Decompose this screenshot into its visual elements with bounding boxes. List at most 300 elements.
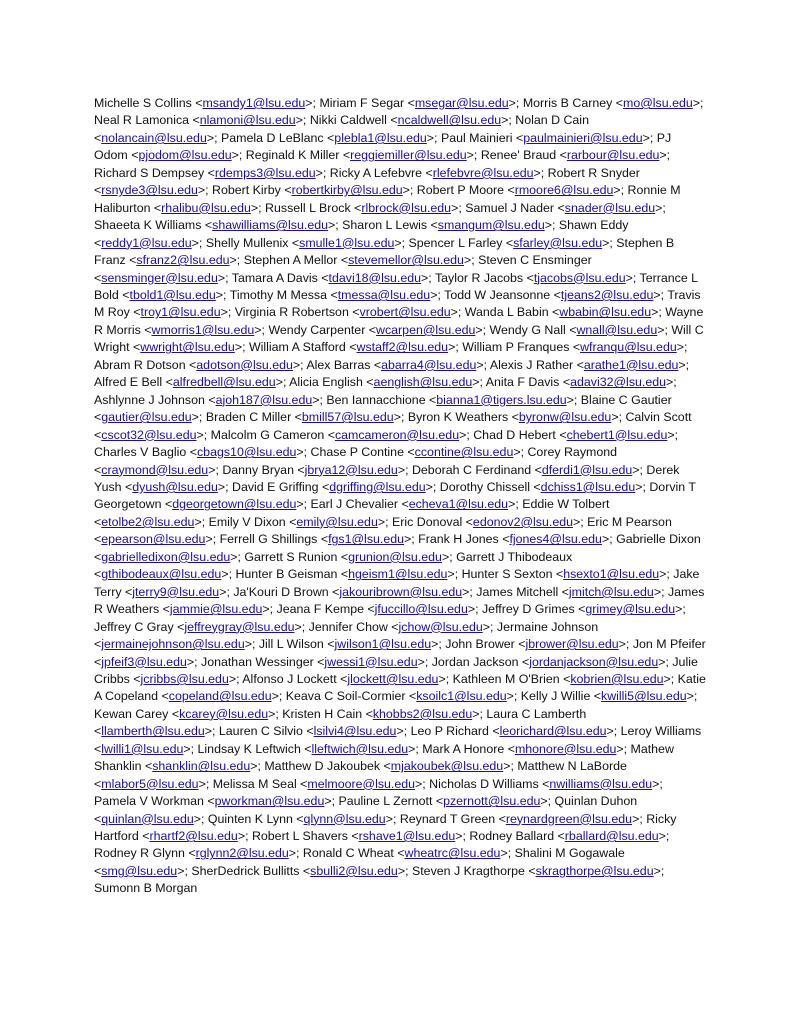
recipient-name: Jeana F Kempe — [276, 602, 364, 617]
recipient-entry: Abram R Dotson <adotson@lsu.edu>; — [94, 357, 307, 372]
recipient-email-link[interactable]: jwilson1@lsu.edu — [334, 637, 432, 652]
recipient-name: Shalini M Gogawale — [514, 846, 625, 861]
recipient-name: Nicholas D Williams — [429, 776, 539, 791]
recipient-entry: Calvin Scott <cscot32@lsu.edu>; — [94, 410, 692, 442]
recipient-name: Wendy G Nall — [489, 322, 566, 337]
recipient-entry: Gabrielle Dixon <gabrielledixon@lsu.edu>; — [94, 532, 701, 564]
recipient-name: Eric Donoval — [391, 514, 463, 529]
recipient-email-link[interactable]: jpfeif3@lsu.edu — [101, 654, 187, 669]
recipient-entry: David E Griffing <dgriffing@lsu.edu>; — [232, 479, 440, 494]
recipient-entry: Wendy Carpenter <wcarpen@lsu.edu>; — [268, 322, 490, 337]
recipient-entry: Tamara A Davis <tdavi18@lsu.edu>; — [231, 270, 435, 285]
recipient-entry: Ashlynne J Johnson <ajoh187@lsu.edu>; — [94, 392, 327, 407]
recipient-name: Eddie W Tolbert — [522, 497, 610, 512]
recipient-email-link[interactable]: jammie@lsu.edu — [169, 602, 263, 617]
recipient-email-link[interactable]: camcameron@lsu.edu — [334, 427, 460, 442]
recipient-email-link[interactable]: stevemellor@lsu.edu — [348, 253, 464, 268]
recipient-email-link[interactable]: echeva1@lsu.edu — [408, 497, 509, 512]
recipient-email-link[interactable]: grunion@lsu.edu — [348, 549, 442, 564]
recipient-name: Renee' Braud — [480, 148, 557, 163]
recipient-email-link[interactable]: nlamoni@lsu.edu — [199, 113, 296, 128]
recipient-email-link[interactable]: msegar@lsu.edu — [414, 96, 509, 110]
recipient-entry: Mark A Honore <mhonore@lsu.edu>; — [422, 741, 631, 756]
recipient-entry: Garrett J Thibodeaux <gthibodeaux@lsu.edu>; — [94, 549, 573, 582]
recipient-email-link[interactable]: skragthorpe@lsu.edu — [535, 863, 654, 878]
recipient-entry — [94, 881, 197, 895]
recipient-name: Rodney R Glynn — [94, 846, 185, 861]
recipient-email-link[interactable]: kcarey@lsu.edu — [179, 706, 269, 721]
recipient-email-link[interactable]: jcribbs@lsu.edu — [140, 671, 229, 686]
recipient-name: Shawn Eddy — [558, 218, 629, 233]
recipient-email-link[interactable]: tjeans2@lsu.edu — [560, 287, 654, 302]
recipient-email-link[interactable]: ajoh187@lsu.edu — [215, 392, 313, 407]
recipient-email-link[interactable]: jmitch@lsu.edu — [568, 584, 654, 599]
recipient-entry: Wanda L Babin <wbabin@lsu.edu>; — [464, 305, 666, 320]
recipient-entry: Keava C Soil-Cormier <ksoilc1@lsu.edu>; — [285, 689, 521, 704]
recipient-email-link[interactable]: cscot32@lsu.edu — [101, 427, 197, 442]
recipient-email-link[interactable]: hsexto1@lsu.edu — [563, 567, 660, 582]
recipient-email-link[interactable]: ccontine@lsu.edu — [414, 445, 514, 460]
recipient-email-link[interactable]: tjacobs@lsu.edu — [533, 270, 626, 285]
recipient-email-link[interactable]: quinlan@lsu.edu — [101, 811, 194, 826]
recipient-name: Taylor R Jacobs — [434, 270, 524, 285]
recipient-entry: Ricky A Lefebvre <rlefebvre@lsu.edu>; — [329, 165, 548, 180]
recipient-name: Sharon L Lewis — [342, 218, 428, 233]
recipient-entry: Pamela D LeBlanc <plebla1@lsu.edu>; — [220, 130, 441, 145]
recipient-email-link[interactable]: reynardgreen@lsu.edu — [505, 811, 633, 826]
recipient-email-link[interactable]: plebla1@lsu.edu — [334, 130, 427, 145]
recipient-email-link[interactable]: dgriffing@lsu.edu — [329, 479, 426, 494]
recipient-email-link[interactable]: lwilli1@lsu.edu — [101, 741, 184, 756]
recipient-email-link[interactable]: etolbe2@lsu.edu — [101, 514, 195, 529]
recipient-name: Corey Raymond — [527, 445, 618, 460]
recipient-entry: Taylor R Jacobs <tjacobs@lsu.edu>; — [434, 270, 640, 285]
recipient-entry: Shelly Mullenix <smulle1@lsu.edu>; — [205, 235, 409, 250]
recipient-entry: Wendy G Nall <wnall@lsu.edu>; — [489, 322, 672, 337]
recipient-name: James R Weathers — [94, 584, 705, 617]
recipient-entry: Ronnie M Haliburton <rhalibu@lsu.edu>; — [94, 183, 681, 215]
recipient-entry: Quinlan Duhon <quinlan@lsu.edu>; — [94, 794, 638, 826]
recipient-name: Katie A Copeland — [94, 671, 706, 704]
recipient-entry: Steven C Ensminger <sensminger@lsu.edu>; — [94, 253, 592, 285]
recipient-name: Richard S Dempsey — [94, 165, 205, 180]
recipient-email-link[interactable]: adotson@lsu.edu — [196, 357, 293, 372]
recipient-name: Russell L Brock — [265, 200, 351, 215]
recipient-email-link[interactable]: sensminger@lsu.edu — [101, 270, 218, 285]
recipient-email-link[interactable]: mjakoubek@lsu.edu — [390, 759, 504, 774]
recipient-email-link[interactable]: wmorris1@lsu.edu — [151, 322, 255, 337]
recipient-email-link[interactable]: robertkirby@lsu.edu — [291, 183, 403, 198]
recipient-entry: Travis M Roy <troy1@lsu.edu>; — [94, 287, 701, 320]
recipient-email-link[interactable]: pjodom@lsu.edu — [138, 148, 232, 163]
recipient-email-link[interactable]: epearson@lsu.edu — [101, 532, 206, 547]
recipient-name: William A Stafford — [248, 340, 346, 355]
recipient-entry: Todd W Jeansonne <tjeans2@lsu.edu>; — [444, 287, 668, 302]
recipient-email-link[interactable]: ncaldwell@lsu.edu — [397, 113, 502, 128]
recipient-email-link[interactable]: jbrya12@lsu.edu — [304, 462, 398, 477]
recipient-entry: Richard S Dempsey <rdemps3@lsu.edu>; — [94, 165, 330, 180]
recipient-email-link[interactable]: rsnyde3@lsu.edu — [101, 183, 198, 198]
recipient-name: Ben Iannacchione — [326, 392, 426, 407]
recipient-name: Ronald C Wheat — [302, 846, 394, 861]
recipient-name: Will C Wright — [94, 322, 704, 355]
recipient-name: Terrance L Bold — [94, 270, 698, 302]
recipient-name: Tamara A Davis — [231, 270, 318, 285]
recipient-email-link[interactable]: dyush@lsu.edu — [132, 479, 218, 494]
recipient-email-link[interactable]: mlabor5@lsu.edu — [101, 776, 199, 791]
recipient-email-link[interactable]: qlynn@lsu.edu — [303, 811, 386, 826]
recipient-email-link[interactable]: melmoore@lsu.edu — [307, 776, 416, 791]
recipient-name: Hunter B Geisman — [235, 567, 338, 582]
recipient-email-link[interactable]: tmessa@lsu.edu — [337, 287, 431, 302]
recipient-name: Alfonso J Lockett — [242, 671, 337, 686]
recipient-email-link[interactable]: smulle1@lsu.edu — [299, 235, 395, 250]
recipient-entry: James Mitchell <jmitch@lsu.edu>; — [476, 584, 668, 599]
recipient-entry: Rodney R Glynn <rglynn2@lsu.edu>; — [94, 846, 303, 861]
recipient-name: PJ Odom — [94, 130, 672, 163]
recipient-entry: Kelly J Willie <kwilli5@lsu.edu>; — [520, 689, 698, 704]
recipient-email-link[interactable]: khobbs2@lsu.edu — [372, 706, 473, 721]
recipient-email-link[interactable]: jakouribrown@lsu.edu — [339, 584, 463, 599]
recipient-email-link[interactable]: rarbour@lsu.edu — [566, 148, 660, 163]
recipient-name: David E Griffing — [232, 479, 319, 494]
recipient-entry: Samuel J Nader <snader@lsu.edu>; — [465, 200, 666, 215]
recipient-entry: Neal R Lamonica <nlamoni@lsu.edu>; — [94, 113, 310, 128]
recipient-name: Braden C Miller — [205, 410, 292, 425]
recipient-name: Steven C Ensminger — [478, 253, 592, 268]
recipient-entry: Alex Barras <abarra4@lsu.edu>; — [306, 357, 490, 372]
recipient-name: Keava C Soil-Cormier — [285, 689, 406, 704]
recipient-entry: Shawn Eddy <reddy1@lsu.edu>; — [94, 218, 629, 250]
recipient-name: Pamela V Workman — [94, 794, 204, 809]
recipient-name: Quinlan Duhon — [554, 794, 638, 809]
recipient-entry: Derek Yush <dyush@lsu.edu>; — [94, 462, 680, 494]
recipient-entry: Alicia English <aenglish@lsu.edu>; — [289, 375, 486, 390]
recipient-entry: Frank H Jones <fjones4@lsu.edu>; — [418, 532, 617, 547]
recipient-email-link[interactable]: craymond@lsu.edu — [101, 462, 209, 477]
recipient-email-link[interactable]: wwright@lsu.edu — [140, 340, 235, 355]
recipient-name: Kathleen M O'Brien — [452, 671, 560, 686]
recipient-entry: Corey Raymond <craymond@lsu.edu>; — [94, 445, 618, 477]
recipient-email-link[interactable]: llamberth@lsu.edu — [101, 724, 205, 739]
recipient-email-link[interactable]: jordanjackson@lsu.edu — [529, 654, 659, 669]
recipient-email-link[interactable]: rglynn2@lsu.edu — [195, 846, 289, 861]
recipient-name: Stephen A Mellor — [243, 253, 338, 268]
recipient-email-link[interactable]: sbulli2@lsu.edu — [310, 863, 398, 878]
recipient-name: Chad D Hebert — [473, 427, 556, 442]
recipient-email-link[interactable]: sfarley@lsu.edu — [513, 235, 603, 250]
recipient-name: Robert P Moore — [416, 183, 505, 198]
recipient-name: Jon M Pfeifer — [632, 637, 706, 652]
recipient-email-link[interactable]: msandy1@lsu.edu — [202, 96, 306, 110]
recipient-entry: Deborah C Ferdinand <dferdi1@lsu.edu>; — [411, 462, 647, 477]
recipient-entry: Charles V Baglio <cbags10@lsu.edu>; — [94, 445, 311, 460]
recipient-entry: Quinten K Lynn <qlynn@lsu.edu>; — [207, 811, 400, 826]
recipient-email-link[interactable]: jchow@lsu.edu — [398, 619, 483, 634]
recipient-name: Nolan D Cain — [515, 113, 589, 128]
recipient-entry: Alexis J Rather <arathe1@lsu.edu>; — [489, 357, 690, 372]
recipient-entry: Leo P Richard <leorichard@lsu.edu>; — [410, 724, 621, 739]
recipient-entry: Matthew D Jakoubek <mjakoubek@lsu.edu>; — [264, 759, 518, 774]
recipient-email-link[interactable]: smangum@lsu.edu — [437, 218, 545, 233]
recipient-email-link[interactable]: shanklin@lsu.edu — [152, 759, 251, 774]
recipient-email-link[interactable]: rmoore6@lsu.edu — [514, 183, 614, 198]
recipient-entry: Hunter S Sexton <hsexto1@lsu.edu>; — [461, 567, 674, 582]
recipient-email-link[interactable]: rballard@lsu.edu — [564, 829, 659, 844]
recipient-name: Frank H Jones — [418, 532, 499, 547]
recipient-name: Quinten K Lynn — [207, 811, 293, 826]
recipient-name: Samuel J Nader — [465, 200, 555, 215]
recipient-entry: Spencer L Farley <sfarley@lsu.edu>; — [408, 235, 617, 250]
recipient-entry: Morris B Carney <mo@lsu.edu>; — [522, 96, 704, 110]
recipient-entry: Laura C Lamberth <llamberth@lsu.edu>; — [94, 706, 587, 739]
recipient-name: Matthew D Jakoubek — [264, 759, 381, 774]
recipient-entry: Nicholas D Williams <nwilliams@lsu.edu>; — [429, 776, 663, 791]
recipient-entry: Blaine C Gautier <gautier@lsu.edu>; — [94, 392, 672, 425]
recipient-entry: Jill L Wilson <jwilson1@lsu.edu>; — [258, 637, 446, 652]
recipient-name: Julie Cribbs — [94, 654, 698, 686]
recipient-email-link[interactable]: wfranqu@lsu.edu — [580, 340, 677, 355]
recipient-email-link[interactable]: rdemps3@lsu.edu — [214, 165, 316, 180]
recipient-name: Ricky A Lefebvre — [329, 165, 423, 180]
recipient-name: John Brower — [445, 637, 515, 652]
recipient-name: Neal R Lamonica — [94, 113, 190, 128]
recipient-email-link[interactable]: fgs1@lsu.edu — [328, 532, 405, 547]
recipient-entry: Jake Terry <jterry9@lsu.edu>; — [94, 567, 700, 599]
recipient-entry: Ben Iannacchione <bianna1@tigers.lsu.edu>; — [326, 392, 581, 407]
recipient-name: Jennifer Chow — [308, 619, 388, 634]
recipient-name: Sumonn B Morgan — [94, 881, 198, 896]
recipient-entry: Steven J Kragthorpe <skragthorpe@lsu.edu>; — [411, 863, 665, 878]
recipient-email-link[interactable]: gautier@lsu.edu — [101, 410, 192, 425]
recipient-entry: Braden C Miller <bmill57@lsu.edu>; — [205, 410, 408, 425]
recipient-name: Pauline L Zernott — [338, 794, 433, 809]
recipient-email-link[interactable]: sfranz2@lsu.edu — [136, 253, 230, 268]
recipient-entry: William P Franques <wfranqu@lsu.edu>; — [462, 340, 688, 355]
recipient-name: Michelle S Collins — [94, 96, 192, 110]
recipient-name: Ashlynne J Johnson — [94, 392, 205, 407]
recipient-email-link[interactable]: jeffreygray@lsu.edu — [184, 619, 295, 634]
recipient-name: Robert Kirby — [212, 183, 281, 198]
recipient-entry: Ricky Hartford <rhartf2@lsu.edu>; — [94, 811, 677, 844]
recipient-email-link[interactable]: bianna1@tigers.lsu.edu — [436, 392, 567, 407]
recipient-entry: Timothy M Messa <tmessa@lsu.edu>; — [229, 287, 445, 302]
recipient-email-link[interactable]: rhartf2@lsu.edu — [149, 829, 238, 844]
recipient-name: Charles V Baglio — [94, 445, 187, 460]
recipient-name: Mark A Honore — [422, 741, 505, 756]
recipient-name: Malcolm G Cameron — [210, 427, 325, 442]
recipient-name: Leo P Richard — [410, 724, 489, 739]
recipient-name: Abram R Dotson — [94, 357, 186, 372]
recipient-name: Leroy Williams — [620, 724, 702, 739]
recipient-entry: Reynard T Green <reynardgreen@lsu.edu>; — [399, 811, 647, 826]
recipient-name: Byron K Weathers — [407, 410, 509, 425]
recipient-entry: Ja'Kouri D Brown <jakouribrown@lsu.edu>; — [233, 584, 477, 599]
recipient-email-link[interactable]: jlockett@lsu.edu — [347, 671, 439, 686]
recipient-name: Steven J Kragthorpe — [411, 863, 525, 878]
recipient-entry: William A Stafford <wstaff2@lsu.edu>; — [248, 340, 463, 355]
recipient-email-link[interactable]: rhalibu@lsu.edu — [161, 200, 251, 215]
recipient-entry: Chad D Hebert <chebert1@lsu.edu>; — [473, 427, 679, 442]
recipient-entry: Danny Bryan <jbrya12@lsu.edu>; — [222, 462, 412, 477]
recipient-email-link[interactable]: mo@lsu.edu — [623, 96, 693, 110]
recipient-entry: Robert R Snyder <rsnyde3@lsu.edu>; — [94, 165, 640, 198]
recipient-entry: Robert Kirby <robertkirby@lsu.edu>; — [212, 183, 417, 198]
recipient-entry: Kristen H Cain <khobbs2@lsu.edu>; — [282, 706, 487, 721]
recipient-entry: Kathleen M O'Brien <kobrien@lsu.edu>; — [452, 671, 678, 686]
recipient-name: Mathew Shanklin — [94, 741, 674, 774]
recipient-email-link[interactable]: nwilliams@lsu.edu — [549, 776, 653, 791]
recipient-email-link[interactable]: abarra4@lsu.edu — [381, 357, 477, 372]
recipient-entry: Lauren C Silvio <lsilvi4@lsu.edu>; — [218, 724, 411, 739]
recipient-email-link[interactable]: jfuccillo@lsu.edu — [374, 602, 468, 617]
recipient-email-link[interactable]: dferdi1@lsu.edu — [541, 462, 633, 477]
recipient-email-link[interactable]: hgeism1@lsu.edu — [348, 567, 448, 582]
recipient-entry: Alfonso J Lockett <jlockett@lsu.edu>; — [242, 671, 453, 686]
recipient-entry: Sharon L Lewis <smangum@lsu.edu>; — [342, 218, 559, 233]
recipient-email-link[interactable]: paulmainieri@lsu.edu — [523, 130, 643, 145]
recipient-email-link[interactable]: grimey@lsu.edu — [585, 602, 676, 617]
recipient-entry: Will C Wright <wwright@lsu.edu>; — [94, 322, 704, 355]
recipient-email-link[interactable]: ksoilc1@lsu.edu — [416, 689, 507, 704]
recipient-entry: PJ Odom <pjodom@lsu.edu>; — [94, 130, 672, 163]
recipient-name: Hunter S Sexton — [461, 567, 553, 582]
recipient-email-link[interactable]: wcarpen@lsu.edu — [376, 322, 476, 337]
recipient-name: Jake Terry — [94, 567, 700, 599]
recipient-email-link[interactable]: jermainejohnson@lsu.edu — [101, 637, 245, 652]
recipient-email-link[interactable]: shawilliams@lsu.edu — [212, 218, 329, 233]
recipient-entry: Stephen B Franz <sfranz2@lsu.edu>; — [94, 235, 675, 268]
recipient-entry: Anita F Davis <adavi32@lsu.edu>; — [485, 375, 677, 390]
recipient-email-link[interactable]: arathe1@lsu.edu — [583, 357, 679, 372]
recipient-email-link[interactable]: dchiss1@lsu.edu — [540, 479, 636, 494]
recipient-name: Calvin Scott — [625, 410, 692, 425]
recipient-entry: Leroy Williams <lwilli1@lsu.edu>; — [94, 724, 702, 756]
recipient-email-link[interactable]: wbabin@lsu.edu — [559, 305, 652, 320]
recipient-entry: Jeana F Kempe <jfuccillo@lsu.edu>; — [276, 602, 482, 617]
recipient-entry: Ferrell G Shillings <fgs1@lsu.edu>; — [219, 532, 419, 547]
recipient-email-link[interactable]: edonov2@lsu.edu — [472, 514, 573, 529]
recipient-name: Ja'Kouri D Brown — [233, 584, 329, 599]
recipient-entry: SherDedrick Bullitts <sbulli2@lsu.edu>; — [191, 863, 412, 878]
recipient-entry: Chase P Contine <ccontine@lsu.edu>; — [310, 445, 528, 460]
recipient-entry: Eddie W Tolbert <etolbe2@lsu.edu>; — [94, 497, 610, 529]
recipient-email-link[interactable]: rlefebvre@lsu.edu — [432, 165, 534, 180]
recipient-entry: Jeffrey D Grimes <grimey@lsu.edu>; — [481, 602, 686, 617]
recipient-email-link[interactable]: rlbrock@lsu.edu — [361, 200, 452, 215]
recipient-email-link[interactable]: leorichard@lsu.edu — [499, 724, 607, 739]
recipient-email-link[interactable]: tdavi18@lsu.edu — [328, 270, 422, 285]
recipient-name: Wendy Carpenter — [268, 322, 366, 337]
recipient-entry: Wayne R Morris <wmorris1@lsu.edu>; — [94, 305, 704, 337]
recipient-name: Virginia R Robertson — [234, 305, 349, 320]
recipient-entry: Ronald C Wheat <wheatrc@lsu.edu>; — [302, 846, 515, 861]
recipient-entry: Jennifer Chow <jchow@lsu.edu>; — [308, 619, 497, 634]
recipient-email-link[interactable]: adavi32@lsu.edu — [570, 375, 667, 390]
recipient-name: Alex Barras — [306, 357, 371, 372]
recipient-email-link[interactable]: reddy1@lsu.edu — [101, 235, 192, 250]
recipient-email-link[interactable]: kwilli5@lsu.edu — [601, 689, 687, 704]
recipient-entry: Virginia R Robertson <vrobert@lsu.edu>; — [234, 305, 465, 320]
recipient-entry: Terrance L Bold <tbold1@lsu.edu>; — [94, 270, 698, 302]
recipient-email-link[interactable]: nolancain@lsu.edu — [101, 130, 207, 145]
recipient-email-link[interactable]: lleftwich@lsu.edu — [311, 741, 409, 756]
recipient-email-link[interactable]: bmill57@lsu.edu — [301, 410, 394, 425]
recipient-email-link[interactable]: pzernott@lsu.edu — [443, 794, 541, 809]
recipient-name: Stephen B Franz — [94, 235, 675, 268]
recipient-entry: Jeffrey C Gray <jeffreygray@lsu.edu>; — [94, 619, 309, 634]
recipient-email-link[interactable]: aenglish@lsu.edu — [373, 375, 473, 390]
recipient-email-link[interactable]: fjones4@lsu.edu — [509, 532, 602, 547]
recipient-name: Earl J Chevalier — [310, 497, 398, 512]
recipient-email-link[interactable]: gabrielledixon@lsu.edu — [101, 549, 231, 564]
recipient-name: Shelly Mullenix — [205, 235, 289, 250]
recipient-email-link[interactable]: rshave1@lsu.edu — [358, 829, 456, 844]
recipient-name: Melissa M Seal — [212, 776, 297, 791]
recipient-email-link[interactable]: dgeorgetown@lsu.edu — [172, 497, 297, 512]
recipient-entry: Malcolm G Cameron <camcameron@lsu.edu>; — [210, 427, 474, 442]
recipient-email-link[interactable]: alfredbell@lsu.edu — [172, 375, 276, 390]
recipient-email-link[interactable]: wnall@lsu.edu — [576, 322, 658, 337]
recipient-email-link[interactable]: gthibodeaux@lsu.edu — [101, 567, 222, 582]
recipient-email-link[interactable]: vrobert@lsu.edu — [359, 305, 451, 320]
recipient-name: Alfred E Bell — [94, 375, 163, 390]
recipient-name: Jordan Jackson — [431, 654, 519, 669]
recipient-name: Dorvin T Georgetown — [94, 479, 696, 512]
recipient-entry: Alfred E Bell <alfredbell@lsu.edu>; — [94, 375, 290, 390]
recipient-email-link[interactable]: reggiemiller@lsu.edu — [350, 148, 467, 163]
recipient-email-link[interactable]: lsilvi4@lsu.edu — [313, 724, 397, 739]
recipient-name: Garrett J Thibodeaux — [456, 549, 573, 564]
recipient-entry: Mathew Shanklin <shanklin@lsu.edu>; — [94, 741, 674, 774]
recipient-entry: Robert L Shavers <rshave1@lsu.edu>; — [251, 829, 470, 844]
recipient-email-link[interactable]: smg@lsu.edu — [101, 863, 178, 878]
recipient-entry: Nikki Caldwell <ncaldwell@lsu.edu>; — [309, 113, 516, 128]
recipient-entry: Nolan D Cain <nolancain@lsu.edu>; — [94, 113, 589, 145]
recipient-email-link[interactable]: jterry9@lsu.edu — [132, 584, 220, 599]
recipient-email-link[interactable]: cbags10@lsu.edu — [196, 445, 297, 460]
recipient-name: SherDedrick Bullitts — [191, 863, 300, 878]
recipient-name: Jonathan Wessinger — [201, 654, 314, 669]
recipient-email-link[interactable]: jwessi1@lsu.edu — [324, 654, 418, 669]
recipient-name: Alexis J Rather — [489, 357, 574, 372]
recipient-email-link[interactable]: wheatrc@lsu.edu — [404, 846, 501, 861]
recipient-entry: Melissa M Seal <melmoore@lsu.edu>; — [212, 776, 430, 791]
recipient-name: Jeffrey D Grimes — [481, 602, 575, 617]
recipient-email-link[interactable]: wstaff2@lsu.edu — [356, 340, 449, 355]
recipient-email-link[interactable]: byronw@lsu.edu — [518, 410, 612, 425]
recipient-entry: Jon M Pfeifer <jpfeif3@lsu.edu>; — [94, 637, 706, 669]
recipient-email-link[interactable]: copeland@lsu.edu — [168, 689, 272, 704]
recipient-email-link[interactable]: kobrien@lsu.edu — [570, 671, 664, 686]
recipient-email-link[interactable]: snader@lsu.edu — [564, 200, 656, 215]
recipient-name: Alicia English — [289, 375, 363, 390]
recipient-name: Pamela D LeBlanc — [220, 130, 324, 145]
recipient-email-link[interactable]: pworkman@lsu.edu — [214, 794, 325, 809]
recipient-email-link[interactable]: chebert1@lsu.edu — [566, 427, 668, 442]
recipient-email-link[interactable]: troy1@lsu.edu — [140, 305, 221, 320]
recipient-name: Ronnie M Haliburton — [94, 183, 681, 215]
recipient-entry: Jordan Jackson <jordanjackson@lsu.edu>; — [431, 654, 673, 669]
recipient-email-link[interactable]: jbrower@lsu.edu — [525, 637, 619, 652]
recipient-email-link[interactable]: emily@lsu.edu — [296, 514, 378, 529]
recipient-name: William P Franques — [462, 340, 570, 355]
recipient-name: Robert R Snyder — [547, 165, 640, 180]
recipient-entry: Renee' Braud <rarbour@lsu.edu>; — [480, 148, 671, 163]
recipient-email-link[interactable]: mhonore@lsu.edu — [514, 741, 617, 756]
recipient-entry: Rodney Ballard <rballard@lsu.edu>; — [469, 829, 670, 844]
recipient-email-link[interactable]: tbold1@lsu.edu — [129, 287, 216, 302]
